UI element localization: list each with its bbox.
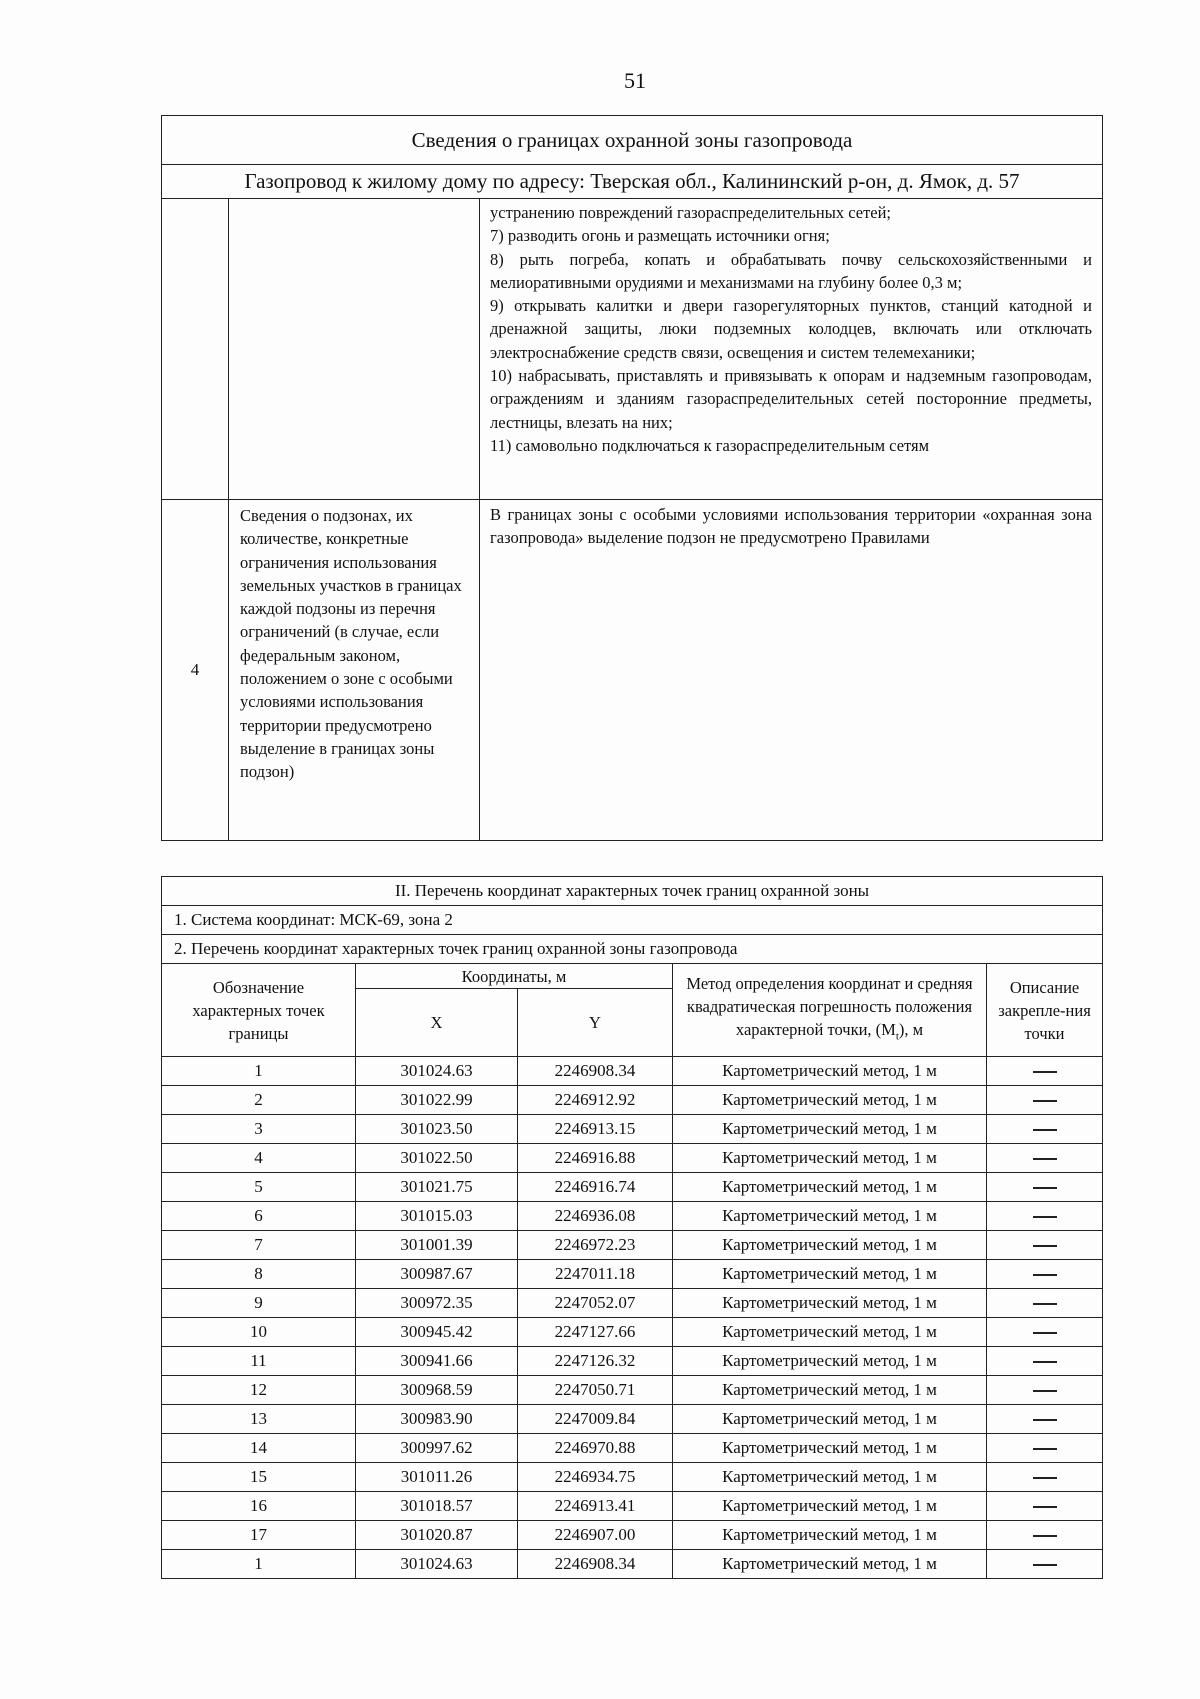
cell-x: 300945.42: [356, 1318, 518, 1347]
cell-point: 4: [162, 1144, 356, 1173]
coordinate-system: 1. Система координат: МСК-69, зона 2: [162, 906, 1103, 935]
cell-x: 301018.57: [356, 1492, 518, 1521]
cell-point: 10: [162, 1318, 356, 1347]
table-row: [162, 1434, 1103, 1463]
cell-point: 11: [162, 1347, 356, 1376]
cell-y: 2246934.75: [518, 1463, 673, 1492]
dash-mark: [1033, 1564, 1057, 1566]
cell-point: 14: [162, 1434, 356, 1463]
restriction-item: устранению повреждений газораспределительных сетей;: [490, 203, 892, 222]
cell-description: [987, 1144, 1103, 1173]
method-header-tail: ), м: [898, 1019, 924, 1039]
cell-y: 2247011.18: [518, 1260, 673, 1289]
dash-mark: [1033, 1419, 1057, 1421]
cell-description: [987, 1492, 1103, 1521]
cell-x: 301022.50: [356, 1144, 518, 1173]
table-row: [162, 1376, 1103, 1405]
cell-description: [987, 1086, 1103, 1115]
col-header-x: X: [356, 989, 518, 1057]
cell-description: [987, 1231, 1103, 1260]
cell-y: 2246912.92: [518, 1086, 673, 1115]
cell-x: 301020.87: [356, 1521, 518, 1550]
cell-method: Картометрический метод, 1 м: [673, 1434, 987, 1463]
cell-y: 2246913.41: [518, 1492, 673, 1521]
table-row: [162, 1289, 1103, 1318]
col-header-coords: Координаты, м: [356, 964, 673, 989]
cell-x: 301011.26: [356, 1463, 518, 1492]
list-title: 2. Перечень координат характерных точек границ охранной зоны газопровода: [162, 935, 1103, 964]
cell-description: [987, 1115, 1103, 1144]
cell-method: Картометрический метод, 1 м: [673, 1057, 987, 1086]
table-subtitle: Газопровод к жилому дому по адресу: Тверская обл., Калининский р-он, д. Ямок, д. 57: [162, 165, 1103, 199]
cell-x: 301015.03: [356, 1202, 518, 1231]
dash-mark: [1033, 1158, 1057, 1160]
method-header-text: Метод определения координат и средняя квадратическая погрешность положения характерной точки, (M: [686, 973, 973, 1039]
cell-y: 2246936.08: [518, 1202, 673, 1231]
cell-y: 2247127.66: [518, 1318, 673, 1347]
cell-point: 5: [162, 1173, 356, 1202]
table-row: [162, 1173, 1103, 1202]
cell-method: Картометрический метод, 1 м: [673, 1463, 987, 1492]
restriction-item: 7) разводить огонь и размещать источники огня;: [490, 226, 830, 246]
cell-method: Картометрический метод, 1 м: [673, 1376, 987, 1405]
cell-method: Картометрический метод, 1 м: [673, 1289, 987, 1318]
cell-description: [987, 1260, 1103, 1289]
table-row: [162, 1405, 1103, 1434]
cell-method: Картометрический метод, 1 м: [673, 1260, 987, 1289]
zone-info-table: [161, 115, 1103, 841]
table-title: Сведения о границах охранной зоны газопровода: [162, 116, 1103, 165]
empty-label-cell: [229, 199, 480, 500]
col-header-y: Y: [518, 989, 673, 1057]
restriction-item: 8) рыть погреба, копать и обрабатывать почву сельскохозяйственными и мелиоративными орудиями и механизмами на глубину более 0,3 м;: [490, 249, 1093, 292]
dash-mark: [1033, 1071, 1057, 1073]
restriction-item: 11) самовольно подключаться к газораспределительным сетям: [490, 435, 930, 455]
coordinate-rows: [162, 1057, 1103, 1579]
cell-y: 2246916.88: [518, 1144, 673, 1173]
cell-x: 300968.59: [356, 1376, 518, 1405]
cell-description: [987, 1057, 1103, 1086]
dash-mark: [1033, 1535, 1057, 1537]
dash-mark: [1033, 1100, 1057, 1102]
cell-x: 300987.67: [356, 1260, 518, 1289]
cell-x: 301021.75: [356, 1173, 518, 1202]
cell-description: [987, 1405, 1103, 1434]
section-title: II. Перечень координат характерных точек границ охранной зоны: [162, 877, 1103, 906]
restriction-item: 9) открывать калитки и двери газорегуляторных пунктов, станций катодной и дренажной защиты, люки подземных колодцев, включать или отключать электроснабжение средств связи, освещения и систем телемеханики;: [490, 296, 1093, 362]
cell-method: Картометрический метод, 1 м: [673, 1231, 987, 1260]
cell-method: Картометрический метод, 1 м: [673, 1144, 987, 1173]
cell-method: Картометрический метод, 1 м: [673, 1202, 987, 1231]
restriction-item: 10) набрасывать, приставлять и привязывать к опорам и надземным газопроводам, ограждениям и зданиям газораспределительных сетей посторонние предметы, лестницы, влезать на них;: [490, 366, 1093, 432]
coordinates-table: [161, 876, 1103, 1579]
page-number: 51: [624, 68, 646, 93]
dash-mark: [1033, 1303, 1057, 1305]
table-row: [162, 1231, 1103, 1260]
dash-mark: [1033, 1187, 1057, 1189]
empty-number-cell: [162, 199, 229, 500]
cell-point: 8: [162, 1260, 356, 1289]
cell-point: 6: [162, 1202, 356, 1231]
cell-y: 2247052.07: [518, 1289, 673, 1318]
table-row: [162, 1347, 1103, 1376]
cell-description: [987, 1434, 1103, 1463]
cell-point: 1: [162, 1550, 356, 1579]
col-header-description: Описание закрепле-ния точки: [987, 964, 1103, 1057]
dash-mark: [1033, 1332, 1057, 1334]
cell-description: [987, 1521, 1103, 1550]
table-row: [162, 1550, 1103, 1579]
cell-description: [987, 1173, 1103, 1202]
cell-point: 15: [162, 1463, 356, 1492]
dash-mark: [1033, 1245, 1057, 1247]
cell-point: 16: [162, 1492, 356, 1521]
cell-method: Картометрический метод, 1 м: [673, 1405, 987, 1434]
cell-method: Картометрический метод, 1 м: [673, 1492, 987, 1521]
table-row: [162, 1492, 1103, 1521]
cell-description: [987, 1347, 1103, 1376]
cell-description: [987, 1376, 1103, 1405]
row-value: В границах зоны с особыми условиями использования территории «охранная зона газопровода» выделение подзон не предусмотрено Правилами: [480, 500, 1103, 841]
cell-point: 3: [162, 1115, 356, 1144]
table-row: [162, 1115, 1103, 1144]
col-header-method: [673, 964, 987, 1057]
cell-description: [987, 1318, 1103, 1347]
row-label: Сведения о подзонах, их количестве, конкретные ограничения использования земельных участков в границах каждой подзоны из перечня ограничений (в случае, если федеральным законом, положением о зоне с особыми условиями использования территории предусмотрено выделение в границах зоны подзон): [229, 500, 480, 841]
cell-y: 2247126.32: [518, 1347, 673, 1376]
cell-point: 9: [162, 1289, 356, 1318]
restrictions-list: [480, 199, 1103, 500]
subzones-row: [162, 500, 1103, 841]
cell-point: 17: [162, 1521, 356, 1550]
cell-y: 2247050.71: [518, 1376, 673, 1405]
cell-description: [987, 1289, 1103, 1318]
table-row: [162, 1144, 1103, 1173]
cell-y: 2246970.88: [518, 1434, 673, 1463]
cell-description: [987, 1550, 1103, 1579]
table-row: [162, 1521, 1103, 1550]
dash-mark: [1033, 1477, 1057, 1479]
cell-method: Картометрический метод, 1 м: [673, 1521, 987, 1550]
table-row: [162, 1202, 1103, 1231]
cell-y: 2247009.84: [518, 1405, 673, 1434]
dash-mark: [1033, 1129, 1057, 1131]
cell-y: 2246908.34: [518, 1057, 673, 1086]
row-number: 4: [162, 500, 229, 841]
cell-method: Картометрический метод, 1 м: [673, 1550, 987, 1579]
cell-method: Картометрический метод, 1 м: [673, 1173, 987, 1202]
method-header-sub: t: [895, 1030, 899, 1043]
table-row: [162, 1057, 1103, 1086]
cell-y: 2246972.23: [518, 1231, 673, 1260]
table-row: [162, 1086, 1103, 1115]
cell-x: 300972.35: [356, 1289, 518, 1318]
cell-x: 301024.63: [356, 1057, 518, 1086]
cell-point: 7: [162, 1231, 356, 1260]
cell-x: 300997.62: [356, 1434, 518, 1463]
dash-mark: [1033, 1390, 1057, 1392]
cell-point: 12: [162, 1376, 356, 1405]
cell-method: Картометрический метод, 1 м: [673, 1115, 987, 1144]
table-row: [162, 1260, 1103, 1289]
cell-x: 301023.50: [356, 1115, 518, 1144]
cell-y: 2246913.15: [518, 1115, 673, 1144]
cell-y: 2246908.34: [518, 1550, 673, 1579]
cell-method: Картометрический метод, 1 м: [673, 1347, 987, 1376]
dash-mark: [1033, 1448, 1057, 1450]
cell-method: Картометрический метод, 1 м: [673, 1318, 987, 1347]
dash-mark: [1033, 1216, 1057, 1218]
cell-x: 301001.39: [356, 1231, 518, 1260]
restrictions-row: [162, 199, 1103, 500]
dash-mark: [1033, 1274, 1057, 1276]
cell-x: 301024.63: [356, 1550, 518, 1579]
cell-point: 1: [162, 1057, 356, 1086]
cell-y: 2246907.00: [518, 1521, 673, 1550]
cell-point: 13: [162, 1405, 356, 1434]
cell-description: [987, 1463, 1103, 1492]
cell-method: Картометрический метод, 1 м: [673, 1086, 987, 1115]
cell-x: 300941.66: [356, 1347, 518, 1376]
dash-mark: [1033, 1506, 1057, 1508]
cell-x: 301022.99: [356, 1086, 518, 1115]
cell-point: 2: [162, 1086, 356, 1115]
col-header-point: Обозначение характерных точек границы: [162, 964, 356, 1057]
dash-mark: [1033, 1361, 1057, 1363]
cell-description: [987, 1202, 1103, 1231]
cell-x: 300983.90: [356, 1405, 518, 1434]
table-row: [162, 1463, 1103, 1492]
table-row: [162, 1318, 1103, 1347]
cell-y: 2246916.74: [518, 1173, 673, 1202]
